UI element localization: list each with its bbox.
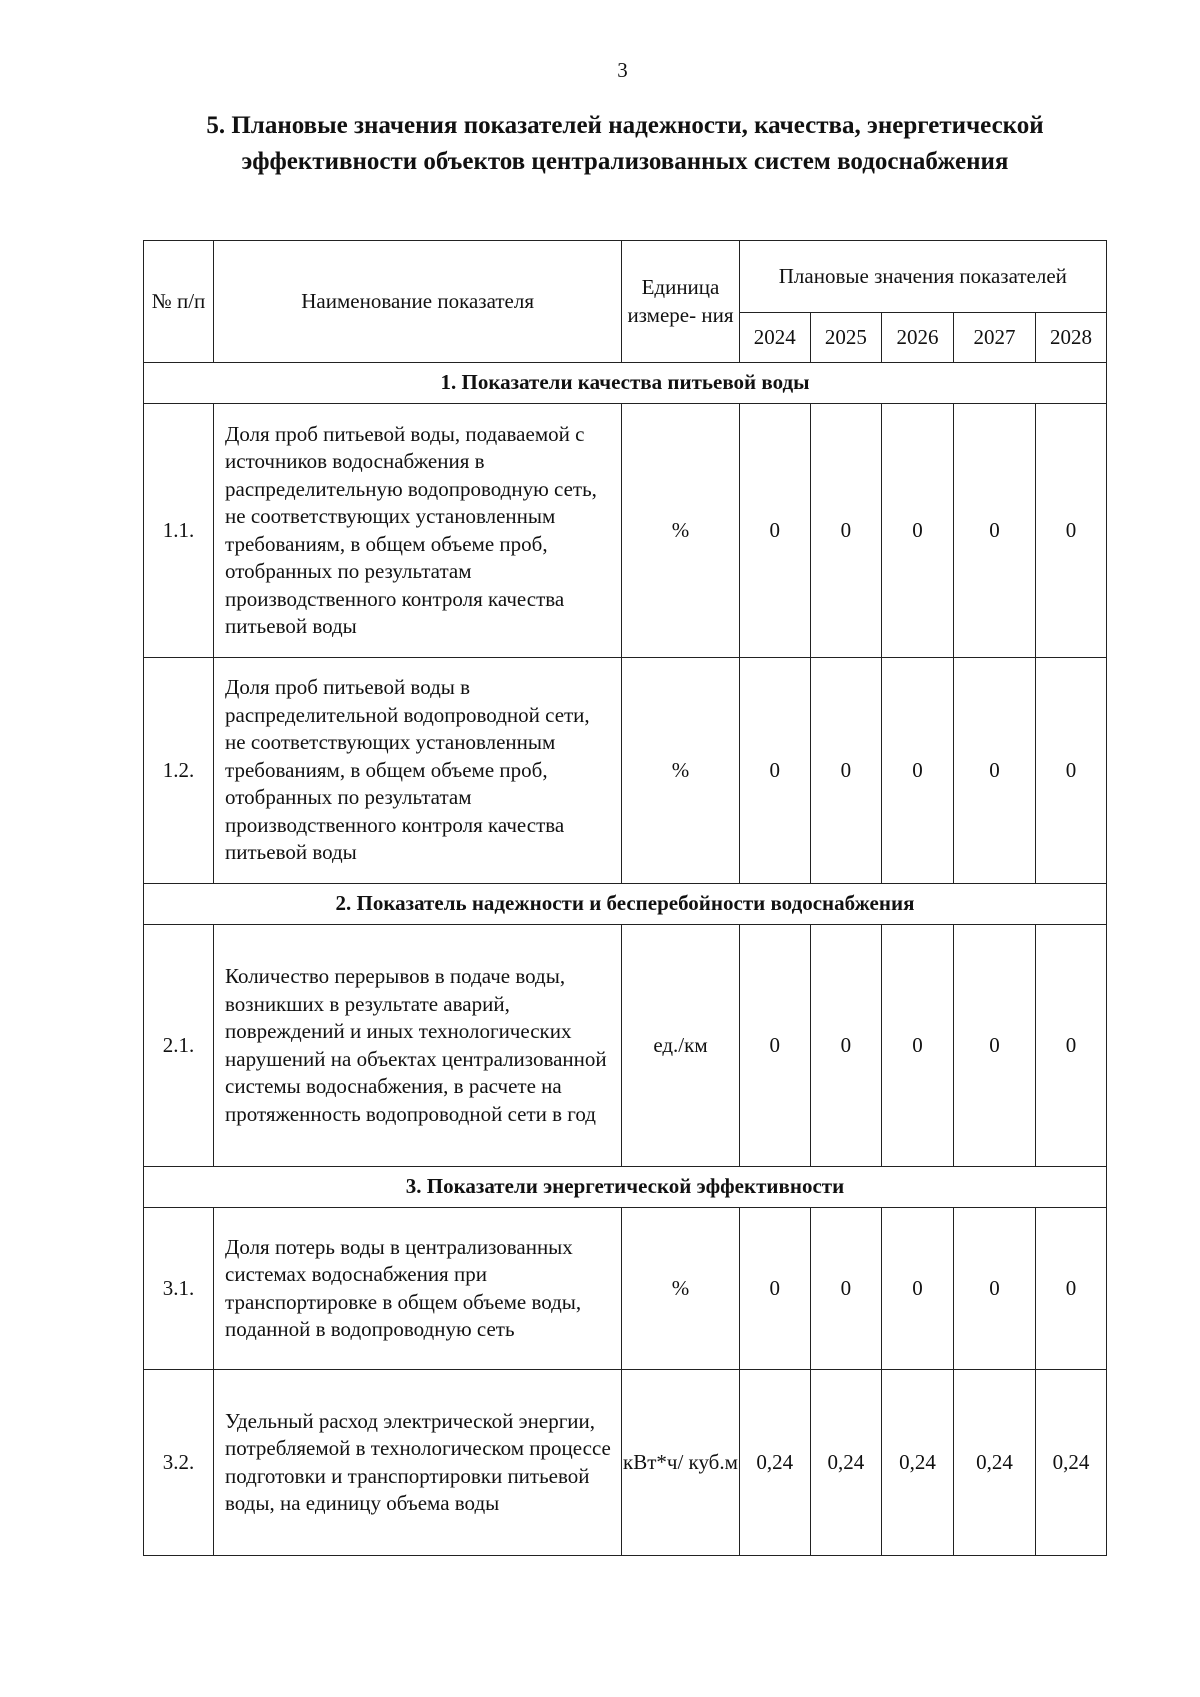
indicator-name: Количество перерывов в подаче воды, возникших в результате аварий, повреждений и иных технологических нарушений на объектах централизованной системы водоснабжения, в расчете на протяженность водопроводной сети в год bbox=[214, 925, 622, 1167]
value-cell: 0 bbox=[881, 925, 953, 1167]
value-cell: 0,24 bbox=[881, 1370, 953, 1556]
page-number: 3 bbox=[617, 58, 628, 82]
table-row bbox=[144, 658, 1107, 884]
section-title: 1. Показатели качества питьевой воды bbox=[144, 363, 1107, 404]
unit-cell: % bbox=[622, 1208, 739, 1370]
value-cell: 0 bbox=[1035, 925, 1106, 1167]
value-cell: 0 bbox=[739, 658, 810, 884]
table-row bbox=[144, 1208, 1107, 1370]
table-row bbox=[144, 1370, 1107, 1556]
header-number: № п/п bbox=[144, 241, 214, 363]
value-cell: 0 bbox=[954, 658, 1036, 884]
document-title-line-1: 5. Плановые значения показателей надежности, качества, энергетической bbox=[206, 112, 1044, 139]
header-year: 2027 bbox=[954, 313, 1036, 363]
unit-cell: ед./км bbox=[622, 925, 739, 1167]
indicator-name: Доля проб питьевой воды, подаваемой с источников водоснабжения в распределительную водопроводную сеть, не соответствующих установленным требованиям, в общем объеме проб, отобранных по результатам производственного контроля качества питьевой воды bbox=[214, 404, 622, 658]
unit-cell: кВт*ч/ куб.м bbox=[622, 1370, 739, 1556]
value-cell: 0 bbox=[739, 925, 810, 1167]
value-cell: 0,24 bbox=[954, 1370, 1036, 1556]
indicator-name: Доля проб питьевой воды в распределительной водопроводной сети, не соответствующих установленным требованиям, в общем объеме проб, отобранных по результатам производственного контроля качества питьевой воды bbox=[214, 658, 622, 884]
header-year: 2024 bbox=[739, 313, 810, 363]
document-title bbox=[140, 108, 1110, 180]
value-cell: 0 bbox=[810, 404, 881, 658]
value-cell: 0,24 bbox=[1035, 1370, 1106, 1556]
indicators-table bbox=[143, 240, 1107, 1556]
row-number: 2.1. bbox=[144, 925, 214, 1167]
row-number: 3.1. bbox=[144, 1208, 214, 1370]
row-number: 1.1. bbox=[144, 404, 214, 658]
unit-cell: % bbox=[622, 658, 739, 884]
value-cell: 0 bbox=[1035, 658, 1106, 884]
row-number: 1.2. bbox=[144, 658, 214, 884]
value-cell: 0 bbox=[810, 658, 881, 884]
value-cell: 0 bbox=[810, 925, 881, 1167]
header-year: 2028 bbox=[1035, 313, 1106, 363]
row-number: 3.2. bbox=[144, 1370, 214, 1556]
value-cell: 0 bbox=[881, 1208, 953, 1370]
header-year: 2025 bbox=[810, 313, 881, 363]
header-name: Наименование показателя bbox=[214, 241, 622, 363]
value-cell: 0 bbox=[881, 658, 953, 884]
header-year: 2026 bbox=[881, 313, 953, 363]
value-cell: 0 bbox=[739, 404, 810, 658]
value-cell: 0 bbox=[881, 404, 953, 658]
value-cell: 0 bbox=[954, 404, 1036, 658]
value-cell: 0,24 bbox=[810, 1370, 881, 1556]
value-cell: 0 bbox=[954, 1208, 1036, 1370]
document-title-line-2: эффективности объектов централизованных систем водоснабжения bbox=[241, 148, 1009, 175]
section-title: 2. Показатель надежности и бесперебойности водоснабжения bbox=[144, 884, 1107, 925]
value-cell: 0 bbox=[1035, 404, 1106, 658]
value-cell: 0 bbox=[739, 1208, 810, 1370]
header-planned-values: Плановые значения показателей bbox=[739, 241, 1106, 313]
value-cell: 0,24 bbox=[739, 1370, 810, 1556]
table-row bbox=[144, 925, 1107, 1167]
table-row bbox=[144, 404, 1107, 658]
value-cell: 0 bbox=[954, 925, 1036, 1167]
unit-cell: % bbox=[622, 404, 739, 658]
indicator-name: Доля потерь воды в централизованных системах водоснабжения при транспортировке в общем объеме воды, поданной в водопроводную сеть bbox=[214, 1208, 622, 1370]
value-cell: 0 bbox=[1035, 1208, 1106, 1370]
header-unit: Единица измере- ния bbox=[622, 241, 739, 363]
indicator-name: Удельный расход электрической энергии, потребляемой в технологическом процессе подготовки и транспортировки питьевой воды, на единицу объема воды bbox=[214, 1370, 622, 1556]
value-cell: 0 bbox=[810, 1208, 881, 1370]
section-title: 3. Показатели энергетической эффективности bbox=[144, 1167, 1107, 1208]
